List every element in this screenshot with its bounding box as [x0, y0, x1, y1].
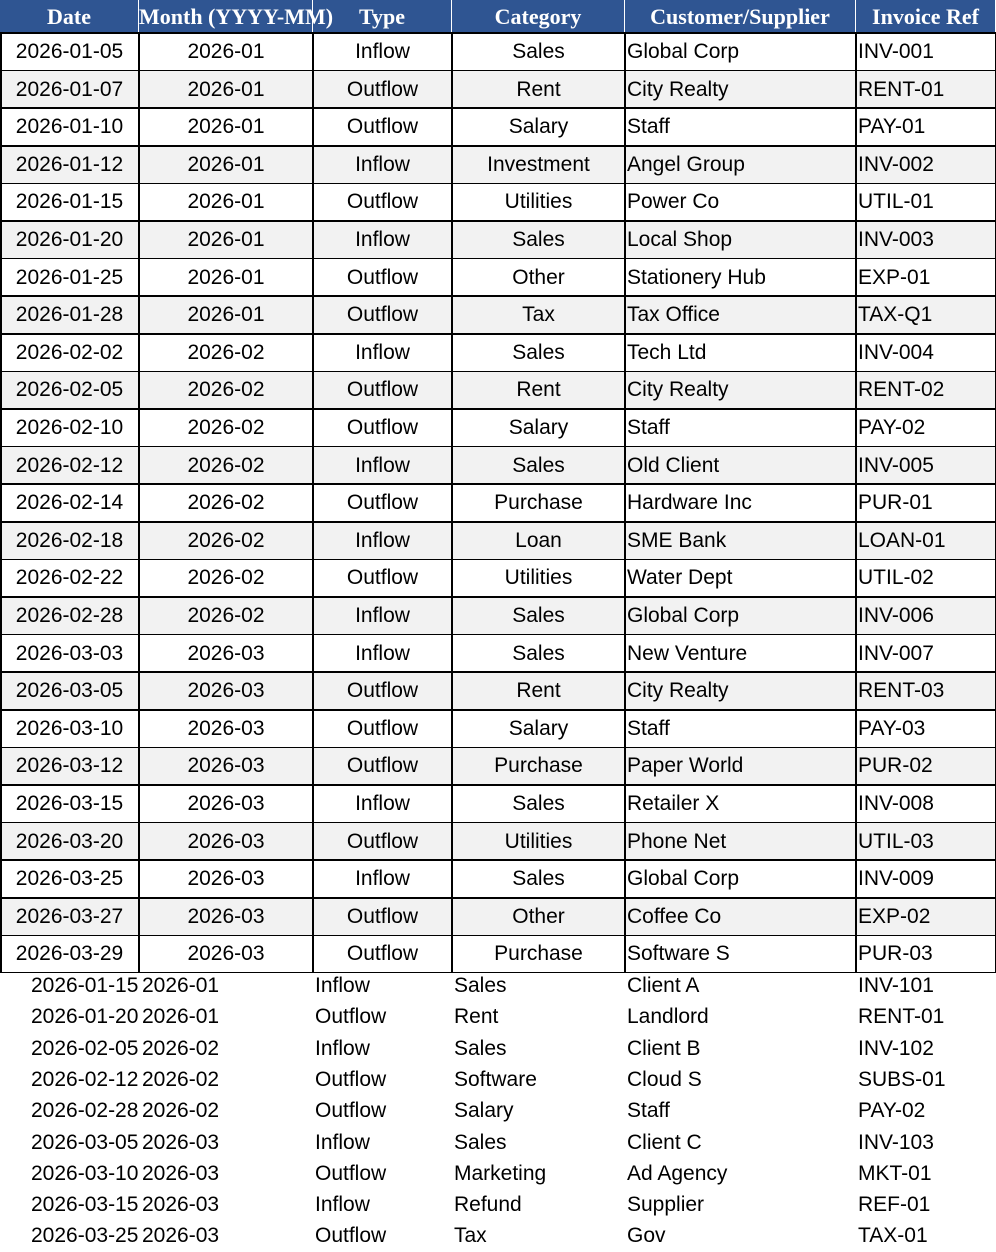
grid-hline	[0, 671, 996, 673]
table-row	[0, 672, 996, 710]
plain-cell-category[interactable]: Salary	[454, 1095, 514, 1126]
cell-invoice-ref[interactable]: UTIL-01	[856, 183, 996, 221]
cell-type[interactable]: Outflow	[313, 898, 452, 936]
grid-hline	[0, 747, 996, 749]
grid-hline	[0, 295, 996, 297]
table-row	[0, 935, 996, 973]
plain-cell-party[interactable]: Client C	[627, 1127, 702, 1158]
cell-month[interactable]: 2026-02	[139, 447, 313, 485]
cell-month[interactable]: 2026-03	[139, 747, 313, 785]
cell-date[interactable]: 2026-03-10	[0, 710, 139, 748]
cell-date[interactable]: 2026-03-05	[0, 672, 139, 710]
cell-date[interactable]: 2026-03-20	[0, 823, 139, 861]
table-row	[0, 898, 996, 936]
plain-cell-month[interactable]: 2026-03	[142, 1127, 219, 1158]
cell-category[interactable]: Salary	[452, 409, 625, 447]
grid-hline	[0, 709, 996, 711]
table-row	[0, 334, 996, 372]
plain-cell-category[interactable]: Sales	[454, 1033, 507, 1064]
plain-cell-month[interactable]: 2026-02	[142, 1095, 219, 1126]
cell-month[interactable]: 2026-03	[139, 710, 313, 748]
cell-date[interactable]: 2026-03-12	[0, 747, 139, 785]
cell-category[interactable]: Utilities	[452, 183, 625, 221]
cell-date[interactable]: 2026-02-14	[0, 484, 139, 522]
cell-category[interactable]: Sales	[452, 860, 625, 898]
cell-month[interactable]: 2026-02	[139, 334, 313, 372]
cell-category[interactable]: Sales	[452, 785, 625, 823]
cell-category[interactable]: Sales	[452, 447, 625, 485]
cell-month[interactable]: 2026-01	[139, 71, 313, 109]
plain-cell-category[interactable]: Tax	[454, 1220, 487, 1251]
plain-cell-type[interactable]: Outflow	[315, 1220, 386, 1251]
cell-type[interactable]: Inflow	[313, 635, 452, 673]
cell-month[interactable]: 2026-01	[139, 183, 313, 221]
plain-cell-invoice-ref[interactable]: RENT-01	[858, 1001, 944, 1032]
cell-month[interactable]: 2026-02	[139, 484, 313, 522]
plain-cell-date[interactable]: 2026-02-28	[31, 1095, 138, 1126]
plain-row	[0, 1095, 996, 1126]
table-row	[0, 785, 996, 823]
cell-invoice-ref[interactable]: INV-006	[856, 597, 996, 635]
table-row	[0, 296, 996, 334]
cell-category[interactable]: Salary	[452, 710, 625, 748]
cell-month[interactable]: 2026-02	[139, 371, 313, 409]
grid-hline	[0, 935, 996, 937]
cell-month[interactable]: 2026-03	[139, 672, 313, 710]
cell-type[interactable]: Outflow	[313, 296, 452, 334]
cell-category[interactable]: Utilities	[452, 823, 625, 861]
grid-hline	[0, 333, 996, 335]
cell-party[interactable]: Water Dept	[625, 559, 856, 597]
cell-party[interactable]: Software S	[625, 935, 856, 973]
cell-date[interactable]: 2026-02-05	[0, 371, 139, 409]
plain-cell-party[interactable]: Ad Agency	[627, 1158, 727, 1189]
cell-party[interactable]: Coffee Co	[625, 898, 856, 936]
cell-month[interactable]: 2026-02	[139, 559, 313, 597]
plain-cell-month[interactable]: 2026-01	[142, 1001, 219, 1032]
grid-hline	[0, 145, 996, 147]
cell-category[interactable]: Sales	[452, 334, 625, 372]
cell-party[interactable]: Power Co	[625, 183, 856, 221]
plain-cell-invoice-ref[interactable]: TAX-01	[858, 1220, 928, 1251]
cell-category[interactable]: Sales	[452, 221, 625, 259]
plain-cell-category[interactable]: Marketing	[454, 1158, 546, 1189]
cell-category[interactable]: Investment	[452, 146, 625, 184]
plain-cell-party[interactable]: Staff	[627, 1095, 670, 1126]
cell-invoice-ref[interactable]: EXP-01	[856, 259, 996, 297]
plain-cell-date[interactable]: 2026-03-25	[31, 1220, 138, 1251]
header-invoice-ref[interactable]: Invoice Ref	[856, 0, 996, 33]
cell-category[interactable]: Sales	[452, 597, 625, 635]
plain-row	[0, 1001, 996, 1032]
cell-type[interactable]: Outflow	[313, 747, 452, 785]
cell-date[interactable]: 2026-01-07	[0, 71, 139, 109]
cell-invoice-ref[interactable]: RENT-01	[856, 71, 996, 109]
cell-category[interactable]: Other	[452, 259, 625, 297]
cell-category[interactable]: Purchase	[452, 935, 625, 973]
cell-month[interactable]: 2026-03	[139, 785, 313, 823]
plain-cell-party[interactable]: Client A	[627, 970, 699, 1001]
cell-type[interactable]: Outflow	[313, 484, 452, 522]
cell-party[interactable]: City Realty	[625, 672, 856, 710]
cell-category[interactable]: Sales	[452, 635, 625, 673]
cell-party[interactable]: Local Shop	[625, 221, 856, 259]
cell-invoice-ref[interactable]: INV-002	[856, 146, 996, 184]
plain-row	[0, 1033, 996, 1064]
cell-category[interactable]: Rent	[452, 71, 625, 109]
cell-party[interactable]: Staff	[625, 710, 856, 748]
cell-date[interactable]: 2026-01-20	[0, 221, 139, 259]
cell-category[interactable]: Loan	[452, 522, 625, 560]
table-row	[0, 522, 996, 560]
grid-vline	[624, 33, 626, 973]
cell-month[interactable]: 2026-01	[139, 296, 313, 334]
plain-row	[0, 1220, 996, 1251]
header-row	[0, 0, 996, 33]
plain-cell-month[interactable]: 2026-03	[142, 1189, 219, 1220]
cell-date[interactable]: 2026-01-28	[0, 296, 139, 334]
plain-row	[0, 970, 996, 1001]
plain-cell-month[interactable]: 2026-03	[142, 1220, 219, 1251]
cell-date[interactable]: 2026-02-18	[0, 522, 139, 560]
table-row	[0, 597, 996, 635]
cell-invoice-ref[interactable]: PUR-02	[856, 747, 996, 785]
table-row	[0, 747, 996, 785]
plain-cell-invoice-ref[interactable]: SUBS-01	[858, 1064, 946, 1095]
plain-cell-invoice-ref[interactable]: MKT-01	[858, 1158, 932, 1189]
cell-month[interactable]: 2026-02	[139, 409, 313, 447]
grid-hline	[0, 521, 996, 523]
cell-party[interactable]: Tax Office	[625, 296, 856, 334]
cell-type[interactable]: Inflow	[313, 522, 452, 560]
cell-type[interactable]: Inflow	[313, 334, 452, 372]
cell-party[interactable]: SME Bank	[625, 522, 856, 560]
table-row	[0, 146, 996, 184]
grid-vline	[0, 33, 2, 973]
header-party[interactable]: Customer/Supplier	[625, 0, 856, 33]
grid-hline	[0, 408, 996, 410]
header-month[interactable]: Month (YYYY-MM)	[139, 0, 313, 33]
plain-cell-invoice-ref[interactable]: INV-103	[858, 1127, 934, 1158]
plain-row	[0, 1189, 996, 1220]
plain-cell-type[interactable]: Outflow	[315, 1064, 386, 1095]
cell-date[interactable]: 2026-03-03	[0, 635, 139, 673]
cell-party[interactable]: Global Corp	[625, 597, 856, 635]
cell-date[interactable]: 2026-01-10	[0, 108, 139, 146]
grid-vline	[138, 33, 140, 973]
plain-cell-party[interactable]: Supplier	[627, 1189, 704, 1220]
plain-row	[0, 1127, 996, 1158]
grid-hline	[0, 634, 996, 636]
cell-month[interactable]: 2026-03	[139, 898, 313, 936]
plain-cell-type[interactable]: Outflow	[315, 1001, 386, 1032]
grid-hline	[0, 107, 996, 109]
plain-cell-category[interactable]: Refund	[454, 1189, 522, 1220]
plain-cell-category[interactable]: Software	[454, 1064, 537, 1095]
header-type[interactable]: Type	[313, 0, 452, 33]
table-row	[0, 371, 996, 409]
plain-cell-category[interactable]: Rent	[454, 1001, 498, 1032]
table-row	[0, 409, 996, 447]
cell-month[interactable]: 2026-01	[139, 259, 313, 297]
plain-row	[0, 1064, 996, 1095]
cell-party[interactable]: Old Client	[625, 447, 856, 485]
grid-hline	[0, 371, 996, 373]
cell-party[interactable]: Phone Net	[625, 823, 856, 861]
cell-party[interactable]: Global Corp	[625, 860, 856, 898]
plain-cell-party[interactable]: Landlord	[627, 1001, 709, 1032]
plain-cell-month[interactable]: 2026-02	[142, 1033, 219, 1064]
cell-type[interactable]: Outflow	[313, 371, 452, 409]
cell-party[interactable]: New Venture	[625, 635, 856, 673]
plain-cell-type[interactable]: Inflow	[315, 970, 370, 1001]
cell-type[interactable]: Outflow	[313, 935, 452, 973]
cell-date[interactable]: 2026-03-29	[0, 935, 139, 973]
cell-category[interactable]: Salary	[452, 108, 625, 146]
cell-invoice-ref[interactable]: INV-008	[856, 785, 996, 823]
grid-hline	[0, 446, 996, 448]
cell-type[interactable]: Outflow	[313, 71, 452, 109]
cell-category[interactable]: Rent	[452, 371, 625, 409]
cell-type[interactable]: Outflow	[313, 259, 452, 297]
plain-cell-type[interactable]: Inflow	[315, 1189, 370, 1220]
cell-category[interactable]: Purchase	[452, 747, 625, 785]
table-row	[0, 71, 996, 109]
cell-month[interactable]: 2026-03	[139, 823, 313, 861]
cell-month[interactable]: 2026-01	[139, 33, 313, 71]
cell-party[interactable]: City Realty	[625, 71, 856, 109]
cell-party[interactable]: Global Corp	[625, 33, 856, 71]
plain-cell-invoice-ref[interactable]: REF-01	[858, 1189, 930, 1220]
plain-cell-date[interactable]: 2026-03-10	[31, 1158, 138, 1189]
cell-month[interactable]: 2026-01	[139, 221, 313, 259]
cell-type[interactable]: Inflow	[313, 860, 452, 898]
grid-vline	[312, 33, 314, 973]
grid-hline	[0, 258, 996, 260]
cell-type[interactable]: Outflow	[313, 559, 452, 597]
cell-invoice-ref[interactable]: RENT-02	[856, 371, 996, 409]
plain-cell-invoice-ref[interactable]: INV-102	[858, 1033, 934, 1064]
table-row	[0, 221, 996, 259]
cell-type[interactable]: Outflow	[313, 672, 452, 710]
cell-date[interactable]: 2026-02-12	[0, 447, 139, 485]
header-date[interactable]: Date	[0, 0, 139, 33]
cell-invoice-ref[interactable]: PUR-01	[856, 484, 996, 522]
cell-invoice-ref[interactable]: INV-001	[856, 33, 996, 71]
grid-hline	[0, 70, 996, 72]
plain-cell-date[interactable]: 2026-03-05	[31, 1127, 138, 1158]
cell-month[interactable]: 2026-02	[139, 597, 313, 635]
plain-cell-date[interactable]: 2026-01-20	[31, 1001, 138, 1032]
table-row	[0, 710, 996, 748]
plain-cell-category[interactable]: Sales	[454, 1127, 507, 1158]
cell-type[interactable]: Inflow	[313, 597, 452, 635]
grid-hline	[0, 897, 996, 899]
cell-party[interactable]: Staff	[625, 409, 856, 447]
table-row	[0, 183, 996, 221]
cell-date[interactable]: 2026-03-15	[0, 785, 139, 823]
cell-type[interactable]: Inflow	[313, 221, 452, 259]
grid-hline	[0, 483, 996, 485]
cell-type[interactable]: Outflow	[313, 409, 452, 447]
cell-category[interactable]: Other	[452, 898, 625, 936]
cell-type[interactable]: Outflow	[313, 710, 452, 748]
cell-party[interactable]: Stationery Hub	[625, 259, 856, 297]
cell-month[interactable]: 2026-03	[139, 935, 313, 973]
cell-type[interactable]: Inflow	[313, 447, 452, 485]
plain-cell-type[interactable]: Outflow	[315, 1095, 386, 1126]
cell-invoice-ref[interactable]: EXP-02	[856, 898, 996, 936]
cell-category[interactable]: Utilities	[452, 559, 625, 597]
table-row	[0, 259, 996, 297]
cell-party[interactable]: Paper World	[625, 747, 856, 785]
cell-party[interactable]: Tech Ltd	[625, 334, 856, 372]
cell-date[interactable]: 2026-03-25	[0, 860, 139, 898]
grid-hline	[0, 596, 996, 598]
cell-type[interactable]: Outflow	[313, 823, 452, 861]
cell-invoice-ref[interactable]: UTIL-03	[856, 823, 996, 861]
plain-cell-date[interactable]: 2026-02-12	[31, 1064, 138, 1095]
table-row	[0, 860, 996, 898]
cell-category[interactable]: Sales	[452, 33, 625, 71]
cell-type[interactable]: Outflow	[313, 108, 452, 146]
grid-vline	[855, 33, 857, 973]
plain-cell-party[interactable]: Cloud S	[627, 1064, 702, 1095]
table-row	[0, 33, 996, 71]
table-row	[0, 447, 996, 485]
cell-party[interactable]: Angel Group	[625, 146, 856, 184]
grid-hline	[0, 784, 996, 786]
cell-month[interactable]: 2026-01	[139, 146, 313, 184]
cell-party[interactable]: Hardware Inc	[625, 484, 856, 522]
plain-cell-month[interactable]: 2026-02	[142, 1064, 219, 1095]
cell-date[interactable]: 2026-02-10	[0, 409, 139, 447]
cell-invoice-ref[interactable]: UTIL-02	[856, 559, 996, 597]
cell-invoice-ref[interactable]: PAY-03	[856, 710, 996, 748]
header-category[interactable]: Category	[452, 0, 625, 33]
cell-category[interactable]: Purchase	[452, 484, 625, 522]
grid-hline	[0, 32, 996, 34]
plain-cell-month[interactable]: 2026-03	[142, 1158, 219, 1189]
plain-cell-party[interactable]: Client B	[627, 1033, 701, 1064]
cell-month[interactable]: 2026-03	[139, 860, 313, 898]
table-row	[0, 635, 996, 673]
cell-invoice-ref[interactable]: PAY-01	[856, 108, 996, 146]
cell-category[interactable]: Tax	[452, 296, 625, 334]
plain-cell-invoice-ref[interactable]: INV-101	[858, 970, 934, 1001]
plain-row	[0, 1158, 996, 1189]
cell-invoice-ref[interactable]: INV-009	[856, 860, 996, 898]
cell-date[interactable]: 2026-03-27	[0, 898, 139, 936]
cell-date[interactable]: 2026-01-05	[0, 33, 139, 71]
cell-invoice-ref[interactable]: LOAN-01	[856, 522, 996, 560]
plain-cell-type[interactable]: Inflow	[315, 1127, 370, 1158]
cell-month[interactable]: 2026-01	[139, 108, 313, 146]
cell-date[interactable]: 2026-01-15	[0, 183, 139, 221]
cell-party[interactable]: City Realty	[625, 371, 856, 409]
cell-month[interactable]: 2026-03	[139, 635, 313, 673]
cell-invoice-ref[interactable]: INV-005	[856, 447, 996, 485]
cell-invoice-ref[interactable]: INV-007	[856, 635, 996, 673]
plain-cell-date[interactable]: 2026-02-05	[31, 1033, 138, 1064]
cell-date[interactable]: 2026-02-28	[0, 597, 139, 635]
cell-type[interactable]: Outflow	[313, 183, 452, 221]
cell-party[interactable]: Retailer X	[625, 785, 856, 823]
plain-cell-month[interactable]: 2026-01	[142, 970, 219, 1001]
grid-vline	[451, 33, 453, 973]
table-row	[0, 559, 996, 597]
cell-date[interactable]: 2026-01-25	[0, 259, 139, 297]
table-row	[0, 823, 996, 861]
cell-invoice-ref[interactable]: PAY-02	[856, 409, 996, 447]
cell-date[interactable]: 2026-01-12	[0, 146, 139, 184]
cell-type[interactable]: Inflow	[313, 146, 452, 184]
cell-type[interactable]: Inflow	[313, 33, 452, 71]
plain-cell-date[interactable]: 2026-03-15	[31, 1189, 138, 1220]
grid-hline	[0, 859, 996, 861]
grid-hline	[0, 220, 996, 222]
table-row	[0, 484, 996, 522]
cell-date[interactable]: 2026-02-02	[0, 334, 139, 372]
cell-invoice-ref[interactable]: PUR-03	[856, 935, 996, 973]
cell-date[interactable]: 2026-02-22	[0, 559, 139, 597]
cell-month[interactable]: 2026-02	[139, 522, 313, 560]
cell-type[interactable]: Inflow	[313, 785, 452, 823]
grid-hline	[0, 559, 996, 561]
cell-invoice-ref[interactable]: INV-003	[856, 221, 996, 259]
plain-cell-party[interactable]: Gov	[627, 1220, 666, 1251]
cell-invoice-ref[interactable]: INV-004	[856, 334, 996, 372]
plain-cell-type[interactable]: Outflow	[315, 1158, 386, 1189]
cell-category[interactable]: Rent	[452, 672, 625, 710]
plain-cell-category[interactable]: Sales	[454, 970, 507, 1001]
table-row	[0, 108, 996, 146]
plain-cell-invoice-ref[interactable]: PAY-02	[858, 1095, 925, 1126]
grid-hline	[0, 183, 996, 185]
plain-cell-date[interactable]: 2026-01-15	[31, 970, 138, 1001]
cell-party[interactable]: Staff	[625, 108, 856, 146]
cell-invoice-ref[interactable]: TAX-Q1	[856, 296, 996, 334]
cell-invoice-ref[interactable]: RENT-03	[856, 672, 996, 710]
grid-hline	[0, 822, 996, 824]
plain-cell-type[interactable]: Inflow	[315, 1033, 370, 1064]
